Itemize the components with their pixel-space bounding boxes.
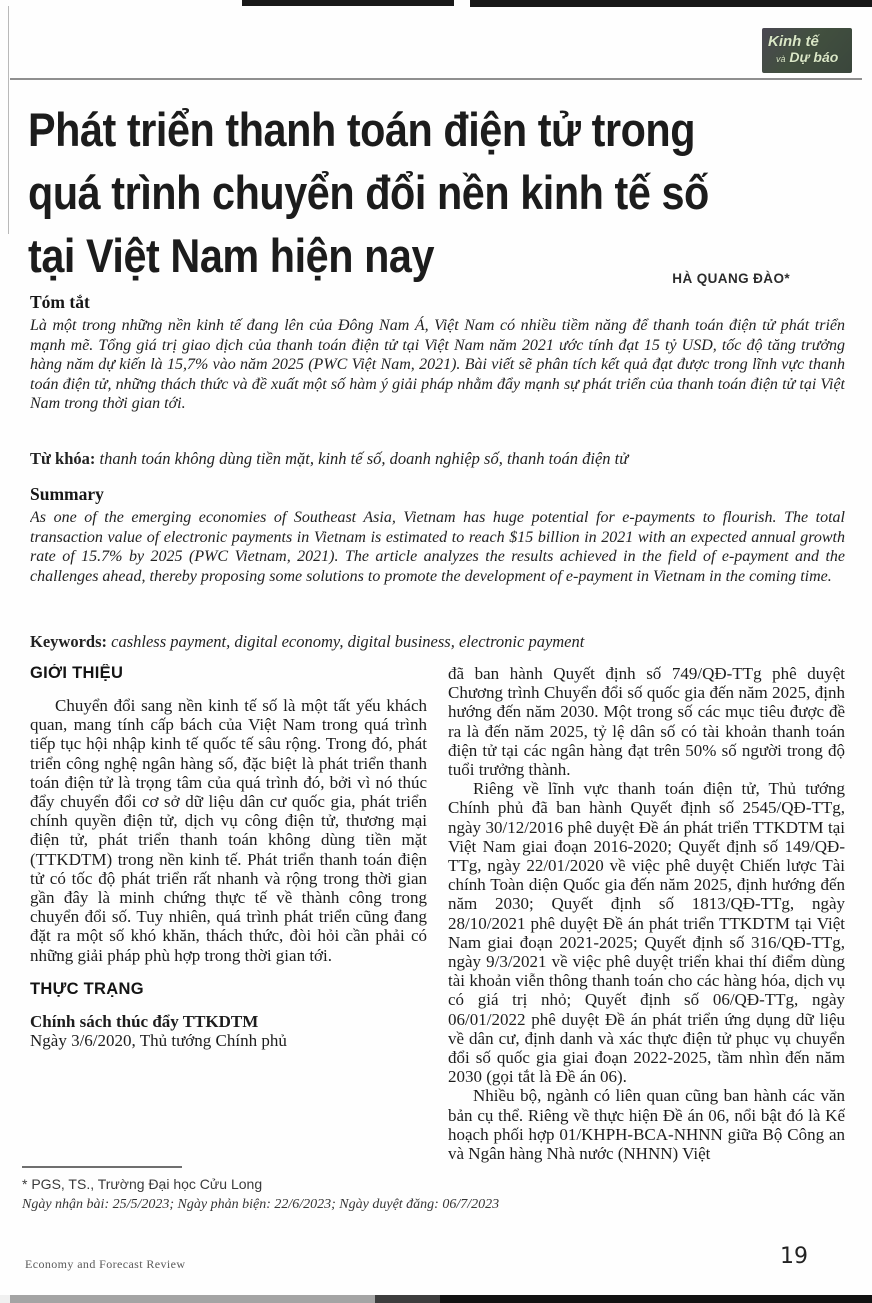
author-name: HÀ QUANG ĐÀO* <box>672 271 790 286</box>
footnotes <box>22 1166 782 1214</box>
intro-heading: GIỚI THIỆU <box>30 664 124 682</box>
intro-paragraph: Chuyển đổi sang nền kinh tế số là một tất yếu khách quan, mang tính cấp bách của Việt Nam trong quá trình tiếp tục hội nhập kinh tế quốc tế sâu rộng. Trong đó, phát triển công nghệ ngân hàng số, đặc biệt là phát triển thanh toán điện tử là trọng tâm của quá trình đó, bởi vì nó thúc đẩy chuyển đổi cơ sở dữ liệu dân cư quốc gia, phát triển chính quyền điện tử, dịch vụ công điện tử, thương mại điện tử, phát triển thanh toán không dùng tiền mặt (TTKDTM) trong nền kinh tế. Phát triển thanh toán điện tử có tốc độ phát triển rất nhanh và rộng trong thời gian gần đây là minh chứng thực tế về thành công trong chuyển đổi số. Tuy nhiên, quá trình phát triển cũng đang đặt ra một số khó khăn, thách thức, đòi hỏi cần phải có những giải pháp phù hợp trong thời gian tới. <box>30 696 427 965</box>
bottom-edge-bar <box>0 1295 872 1303</box>
article-title <box>28 98 851 287</box>
left-scan-line <box>8 6 9 234</box>
bottom-edge-seg-1 <box>0 1295 10 1303</box>
abstract-vi-heading: Tóm tắt <box>30 292 90 312</box>
keywords-vi-text: thanh toán không dùng tiền mặt, kinh tế số, doanh nghiệp số, thanh toán điện tử <box>99 449 629 468</box>
top-edge-bar-left <box>242 0 454 6</box>
left-column-last-line: Ngày 3/6/2020, Thủ tướng Chính phủ <box>30 1031 287 1051</box>
footnote-rule <box>22 1166 182 1168</box>
keywords-en-text: cashless payment, digital economy, digital business, electronic payment <box>111 632 585 651</box>
keywords-en-label: Keywords: <box>30 632 107 651</box>
body-columns <box>30 664 845 1170</box>
abstract-vi-text: Là một trong những nền kinh tế đang lên của Đông Nam Á, Việt Nam có nhiều tiềm năng để thanh toán điện tử phát triển mạnh mẽ. Tổng giá trị giao dịch của thanh toán điện tử tại Việt Nam năm 2021 ước tính đạt 15 tỷ USD, tốc độ tăng trưởng hàng năm dự kiến là 15,7% vào năm 2025 (PWC Việt Nam, 2021). Bài viết sẽ phân tích kết quả đạt được trong lĩnh vực thanh toán điện tử, những thách thức và đề xuất một số hàm ý giải pháp nhằm đẩy mạnh sự phát triển của thanh toán điện tử tại Việt Nam trong thời gian tới. <box>30 317 845 412</box>
summary-heading: Summary <box>30 484 104 504</box>
right-column <box>448 664 845 1170</box>
keywords-en <box>30 632 845 652</box>
journal-logo-line2-main: Dự báo <box>789 49 839 65</box>
journal-logo-line1: Kinh tế <box>768 33 819 50</box>
abstract-vi-section <box>30 292 845 448</box>
footer-journal-name: Economy and Forecast Review <box>25 1257 186 1271</box>
bottom-edge-seg-4 <box>440 1295 872 1303</box>
page-number: 19 <box>780 1244 808 1269</box>
title-line-2: quá trình chuyển đổi nền kinh tế số <box>28 166 709 219</box>
footnote-affiliation: * PGS, TS., Trường Đại học Cửu Long <box>22 1176 263 1192</box>
journal-logo-line2 <box>768 50 846 67</box>
policy-subheading: Chính sách thúc đẩy TTKDTM <box>30 1011 259 1031</box>
journal-logo-line2-small: và <box>776 54 786 64</box>
title-line-1: Phát triển thanh toán điện tử trong <box>28 103 696 156</box>
keywords-vi-label: Từ khóa: <box>30 449 96 468</box>
keywords-vi-line <box>30 449 845 481</box>
top-edge-bar-right <box>470 0 872 7</box>
right-paragraph-1: đã ban hành Quyết định số 749/QĐ-TTg phê duyệt Chương trình Chuyển đổi số quốc gia đến năm 2025, định hướng đến năm 2030. Một trong số các mục tiêu được đề ra là đến năm 2025, tỷ lệ dân số có tài khoản thanh toán điện tử tại các ngân hàng đạt trên 50% số người trong độ tuổi trưởng thành. <box>448 664 845 780</box>
header-rule <box>10 78 862 80</box>
journal-logo <box>762 28 852 73</box>
status-heading: THỰC TRẠNG <box>30 979 144 998</box>
footnote-dates: Ngày nhận bài: 25/5/2023; Ngày phản biện: 22/6/2023; Ngày duyệt đăng: 06/7/2023 <box>22 1197 500 1212</box>
keywords-en-line <box>30 632 845 662</box>
keywords-vi <box>30 449 845 469</box>
right-paragraph-3: Nhiều bộ, ngành có liên quan cũng ban hành các văn bản cụ thể. Riêng về thực hiện Đề án 06, nổi bật đó là Kế hoạch phối hợp 01/KHPH-BCA-NHNN giữa Bộ Công an và Ngân hàng Nhà nước (NHNN) Việt <box>448 1086 845 1164</box>
summary-section <box>30 484 845 630</box>
bottom-edge-seg-2 <box>10 1295 375 1303</box>
title-line-3: tại Việt Nam hiện nay <box>28 229 435 282</box>
bottom-edge-seg-3 <box>375 1295 440 1303</box>
summary-text: As one of the emerging economies of Southeast Asia, Vietnam has huge potential for e-payments to flourish. The total transaction value of electronic payments in Vietnam is estimated to reach $15 billion in 2021 with an expected annual growth rate of 15.7% by 2025 (PWC Vietnam, 2021). The article analyzes the results achieved in the field of e-payment and the challenges ahead, thereby proposing some solutions to promote the development of e-payment in Vietnam in the coming time. <box>30 509 845 585</box>
left-column <box>30 664 427 1170</box>
right-paragraph-2: Riêng về lĩnh vực thanh toán điện tử, Thủ tướng Chính phủ đã ban hành Quyết định số 2545/QĐ-TTg, ngày 30/12/2016 phê duyệt Đề án phát triển TTKDTM tại Việt Nam giai đoạn 2016-2020; Quyết định số 149/QĐ-TTg, ngày 22/01/2020 về việc phê duyệt Chiến lược Tài chính Toàn diện Quốc gia đến năm 2025, định hướng đến năm 2030; Quyết định số 1813/QĐ-TTg, ngày 28/10/2021 phê duyệt Đề án phát triển TTKDTM tại Việt Nam giai đoạn 2021-2025; Quyết định số 316/QĐ-TTg, ngày 9/3/2021 về việc phê duyệt triển khai thí điểm dùng tài khoản viễn thông thanh toán cho các hàng hóa, dịch vụ có giá trị nhỏ; Quyết định số 06/QĐ-TTg, ngày 06/01/2022 phê duyệt Đề án phát triển ứng dụng dữ liệu về dân cư, định danh và xác thực điện tử phục vụ chuyển đổi số quốc gia giai đoạn 2022-2025, tầm nhìn đến năm 2030 (gọi tắt là Đề án 06). <box>448 779 845 1087</box>
